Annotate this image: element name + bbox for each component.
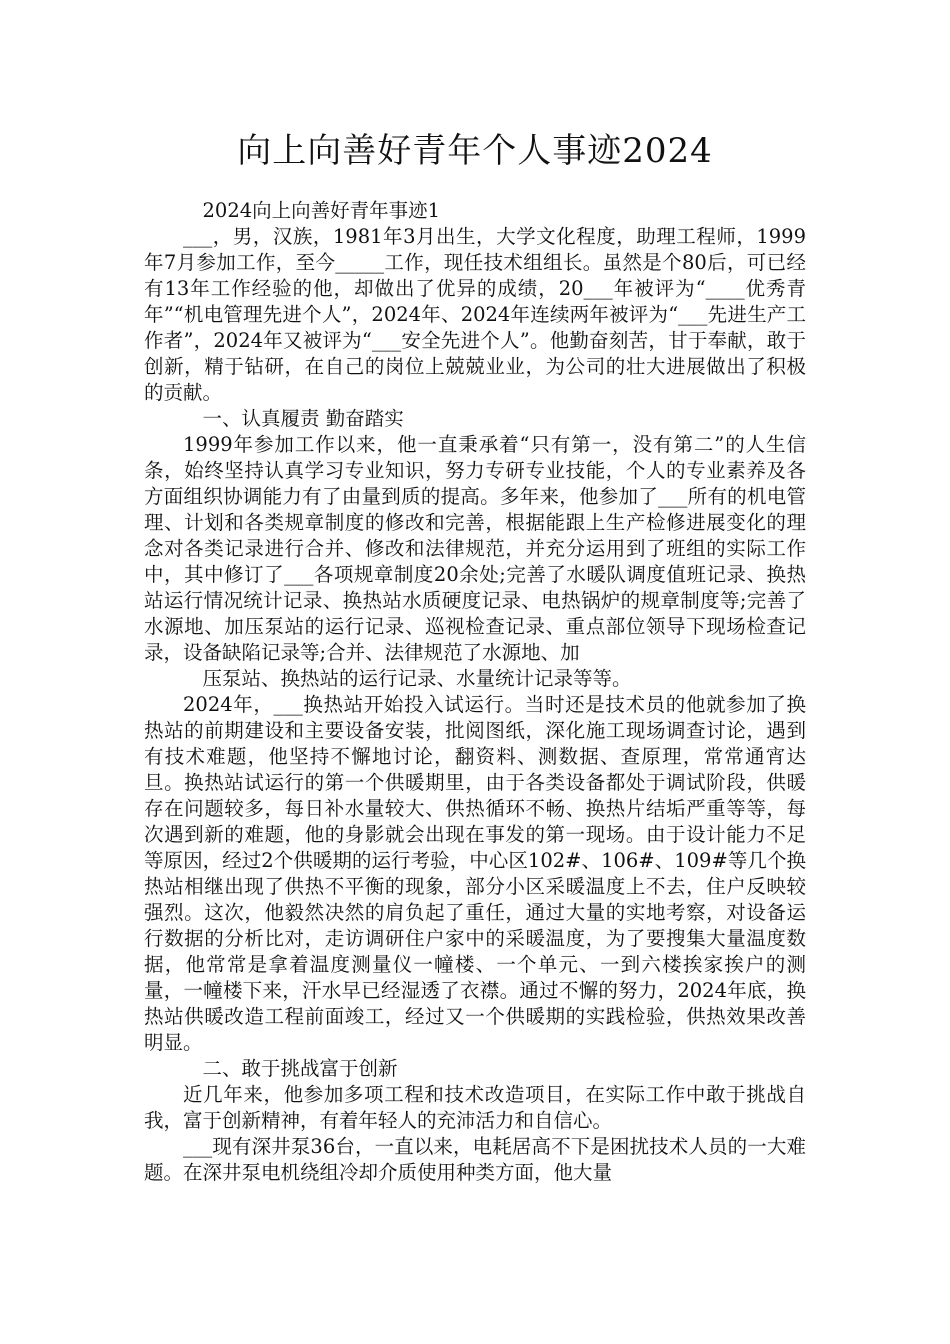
section-heading: 2024向上向善好青年事迹1 bbox=[202, 199, 441, 222]
section-heading: 二、敢于挑战富于创新 bbox=[202, 1057, 398, 1080]
document-body bbox=[144, 198, 806, 1186]
body-paragraph: 2024年，___换热站开始投入试运行。当时还是技术员的他就参加了换热站的前期建设和主要设备安装，批阅图纸，深化施工现场调查讨论，遇到有技术难题，他坚持不懈地讨论，翻资料、测数据、查原理，常常通宵达旦。换热站试运行的第一个供暖期里，由于各类设备都处于调试阶段，供暖存在问题较多，每日补水量较大、供热循环不畅、换热片结垢严重等等，每次遇到新的难题，他的身影就会出现在事发的第一现场。由于设计能力不足等原因，经过2个供暖期的运行考验，中心区102#、106#、109#等几个换热站相继出现了供热不平衡的现象，部分小区采暖温度上不去，住户反映较强烈。这次，他毅然决然的肩负起了重任，通过大量的实地考察，对设备运行数据的分析比对，走访调研住户家中的采暖温度，为了要搜集大量温度数据，他常常是拿着温度测量仪一幢楼、一个单元、一到六楼挨家挨户的测量，一幢楼下来，汗水早已经湿透了衣襟。通过不懈的努力，2024年底，换热站供暖改造工程前面竣工，经过又一个供暖期的实践检验，供热效果改善明显。 bbox=[144, 693, 806, 1054]
page-title: 向上向善好青年个人事迹2024 bbox=[237, 131, 713, 171]
body-paragraph: 压泵站、换热站的运行记录、水量统计记录等等。 bbox=[202, 667, 632, 690]
section-heading: 一、认真履责 勤奋踏实 bbox=[202, 407, 404, 430]
body-paragraph: ___现有深井泵36台，一直以来，电耗居高不下是困扰技术人员的一大难题。在深井泵电机绕组冷却介质使用种类方面，他大量 bbox=[144, 1135, 806, 1184]
body-paragraph: 近几年来，他参加多项工程和技术改造项目，在实际工作中敢于挑战自我，富于创新精神，有着年轻人的充沛活力和自信心。 bbox=[144, 1083, 806, 1132]
body-paragraph: 1999年参加工作以来，他一直秉承着“只有第一，没有第二”的人生信条，始终坚持认真学习专业知识，努力专研专业技能，个人的专业素养及各方面组织协调能力有了由量到质的提高。多年来，他参加了___所有的机电管理、计划和各类规章制度的修改和完善，根据能跟上生产检修进展变化的理念对各类记录进行合并、修改和法律规范，并充分运用到了班组的实际工作中，其中修订了___各项规章制度20余处;完善了水暖队调度值班记录、换热站运行情况统计记录、换热站水质硬度记录、电热锅炉的规章制度等;完善了水源地、加压泵站的运行记录、巡视检查记录、重点部位领导下现场检查记录，设备缺陷记录等;合并、法律规范了水源地、加 bbox=[144, 433, 806, 664]
body-paragraph: ___，男，汉族，1981年3月出生，大学文化程度，助理工程师，1999年7月参加工作，至今_____工作，现任技术组组长。虽然是个80后，可已经有13年工作经验的他，却做出了优异的成绩，20___年被评为“____优秀青年”“机电管理先进个人”，2024年、2024年连续两年被评为“___先进生产工作者”，2024年又被评为“___安全先进个人”。他勤奋刻苦，甘于奉献，敢于创新，精于钻研，在自己的岗位上兢兢业业，为公司的壮大进展做出了积极的贡献。 bbox=[144, 225, 806, 404]
